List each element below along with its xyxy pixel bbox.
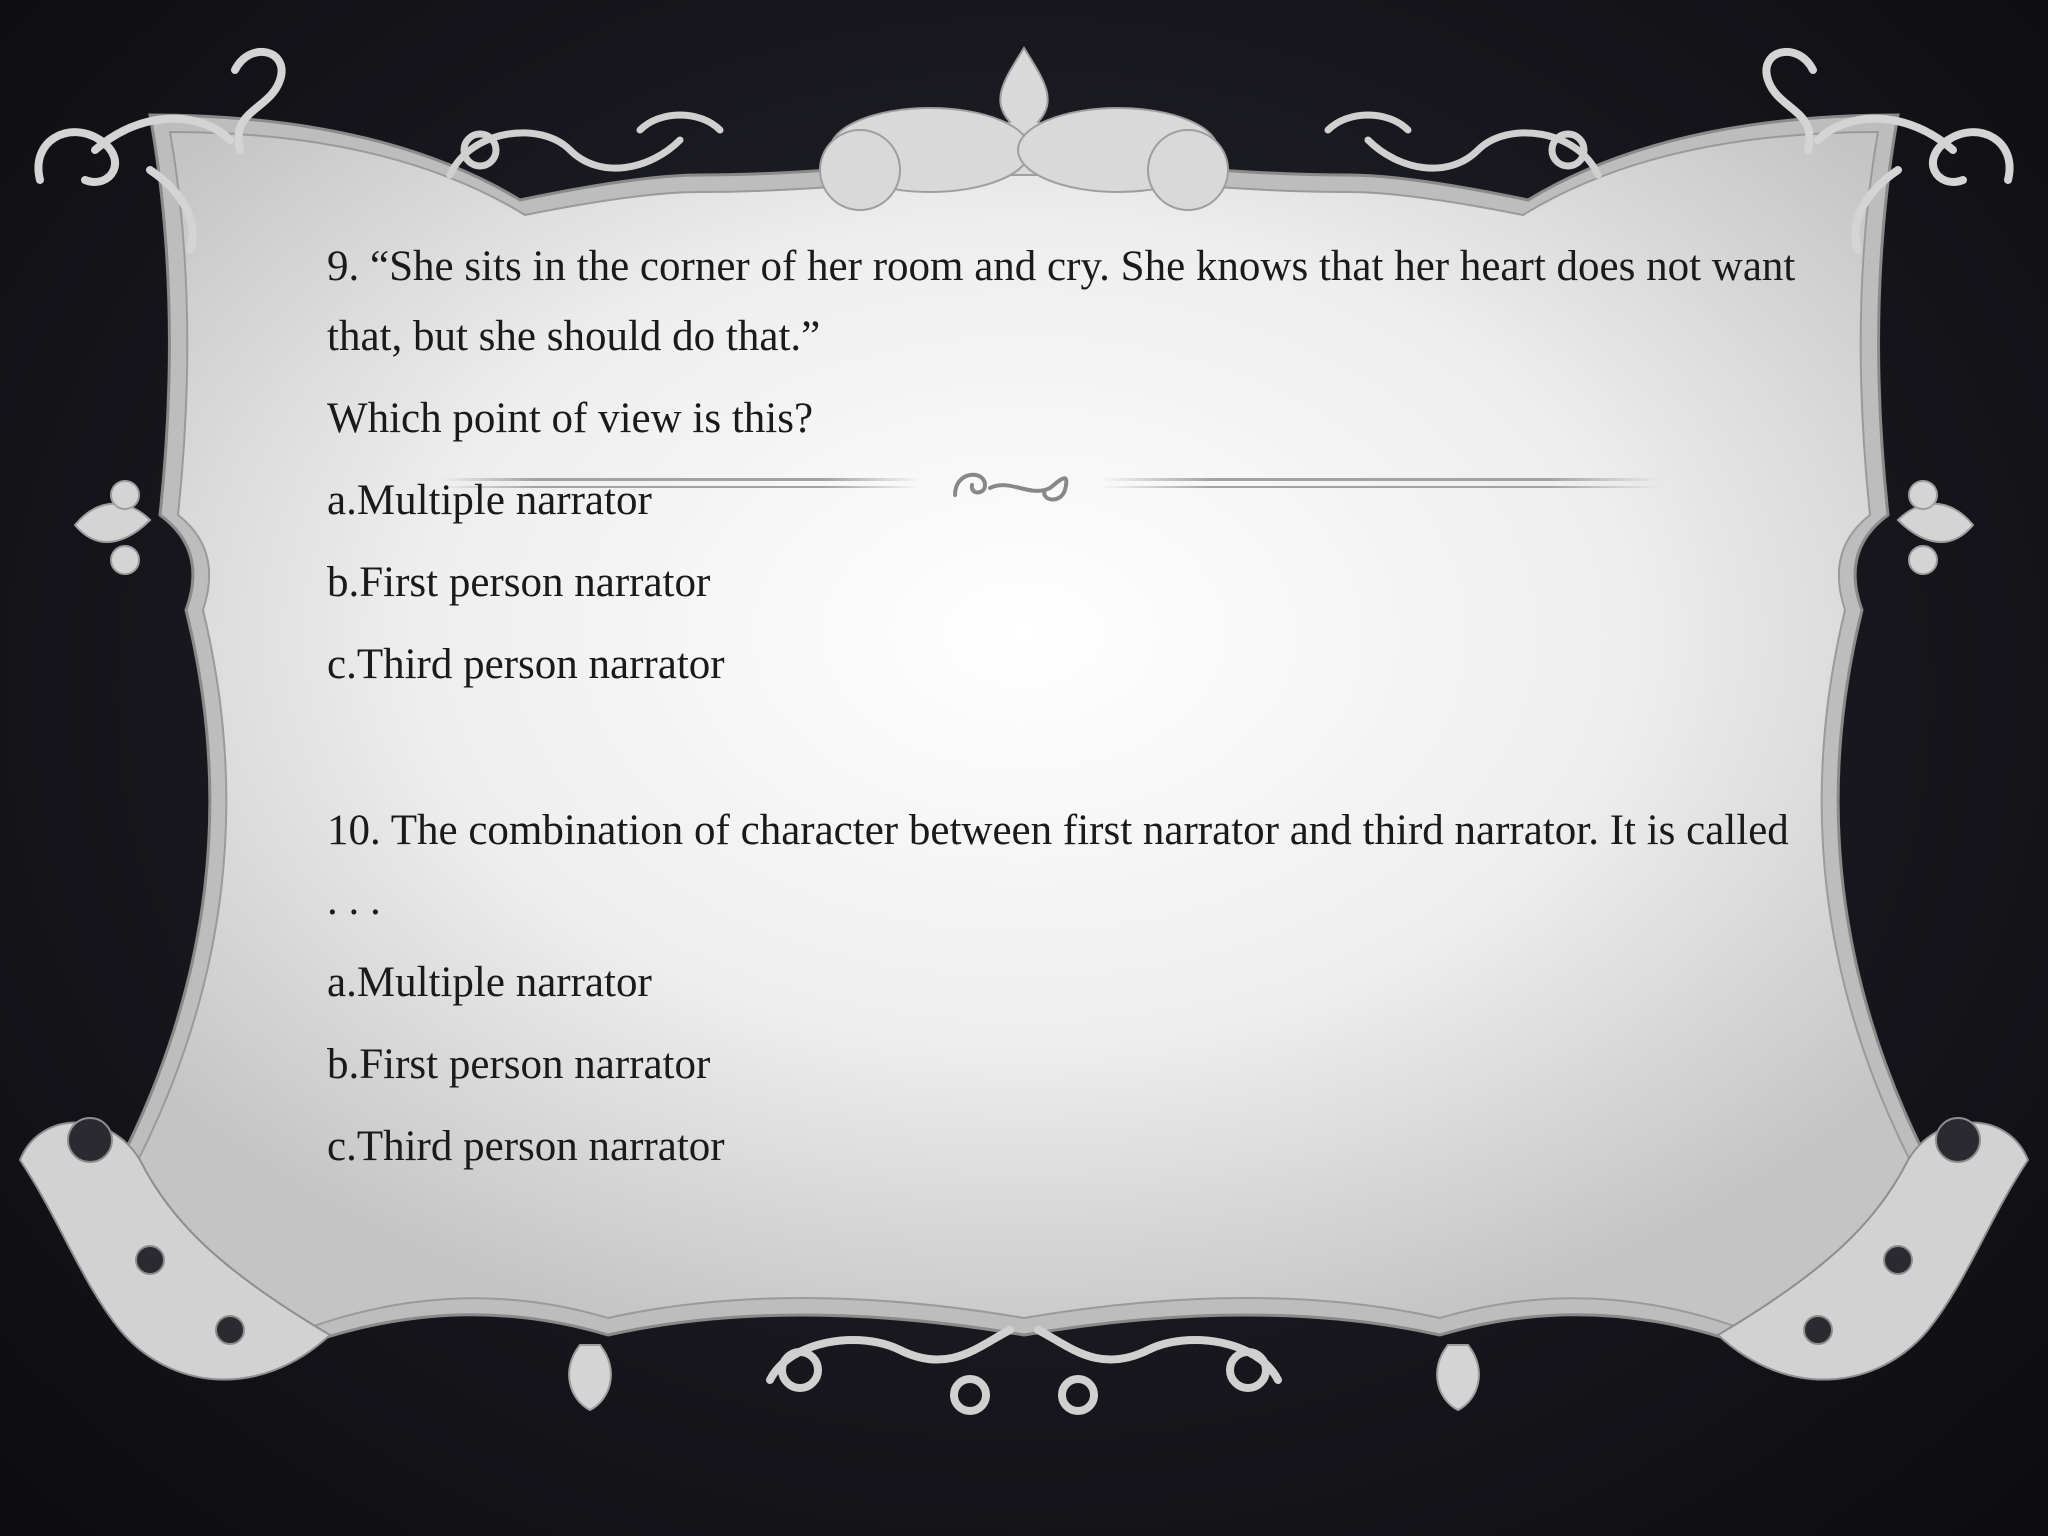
right-side-fleur — [1898, 481, 1973, 574]
question-9-option-a: a.Multiple narrator — [327, 477, 652, 524]
question-10 — [327, 796, 1797, 1182]
question-9 — [327, 232, 1797, 700]
question-10-prompt: 10. The combination of character between first narrator and third narrator. It is called . . . — [327, 807, 1789, 924]
bottom-fleur-ornaments — [569, 1345, 1479, 1410]
question-9-question: Which point of view is this? — [327, 395, 814, 442]
question-9-prompt: 9. “She sits in the corner of her room and cry. She knows that her heart does not want that, but she should do that.” — [327, 243, 1796, 360]
bottom-scroll-ornaments — [770, 1330, 1278, 1411]
question-10-option-c: c.Third person narrator — [327, 1123, 725, 1170]
question-10-option-b: b.First person narrator — [327, 1041, 711, 1088]
left-side-fleur — [75, 481, 150, 574]
question-9-option-b: b.First person narrator — [327, 559, 711, 606]
question-10-option-a: a.Multiple narrator — [327, 959, 652, 1006]
slide-content — [327, 232, 1797, 1182]
question-9-option-c: c.Third person narrator — [327, 641, 725, 688]
